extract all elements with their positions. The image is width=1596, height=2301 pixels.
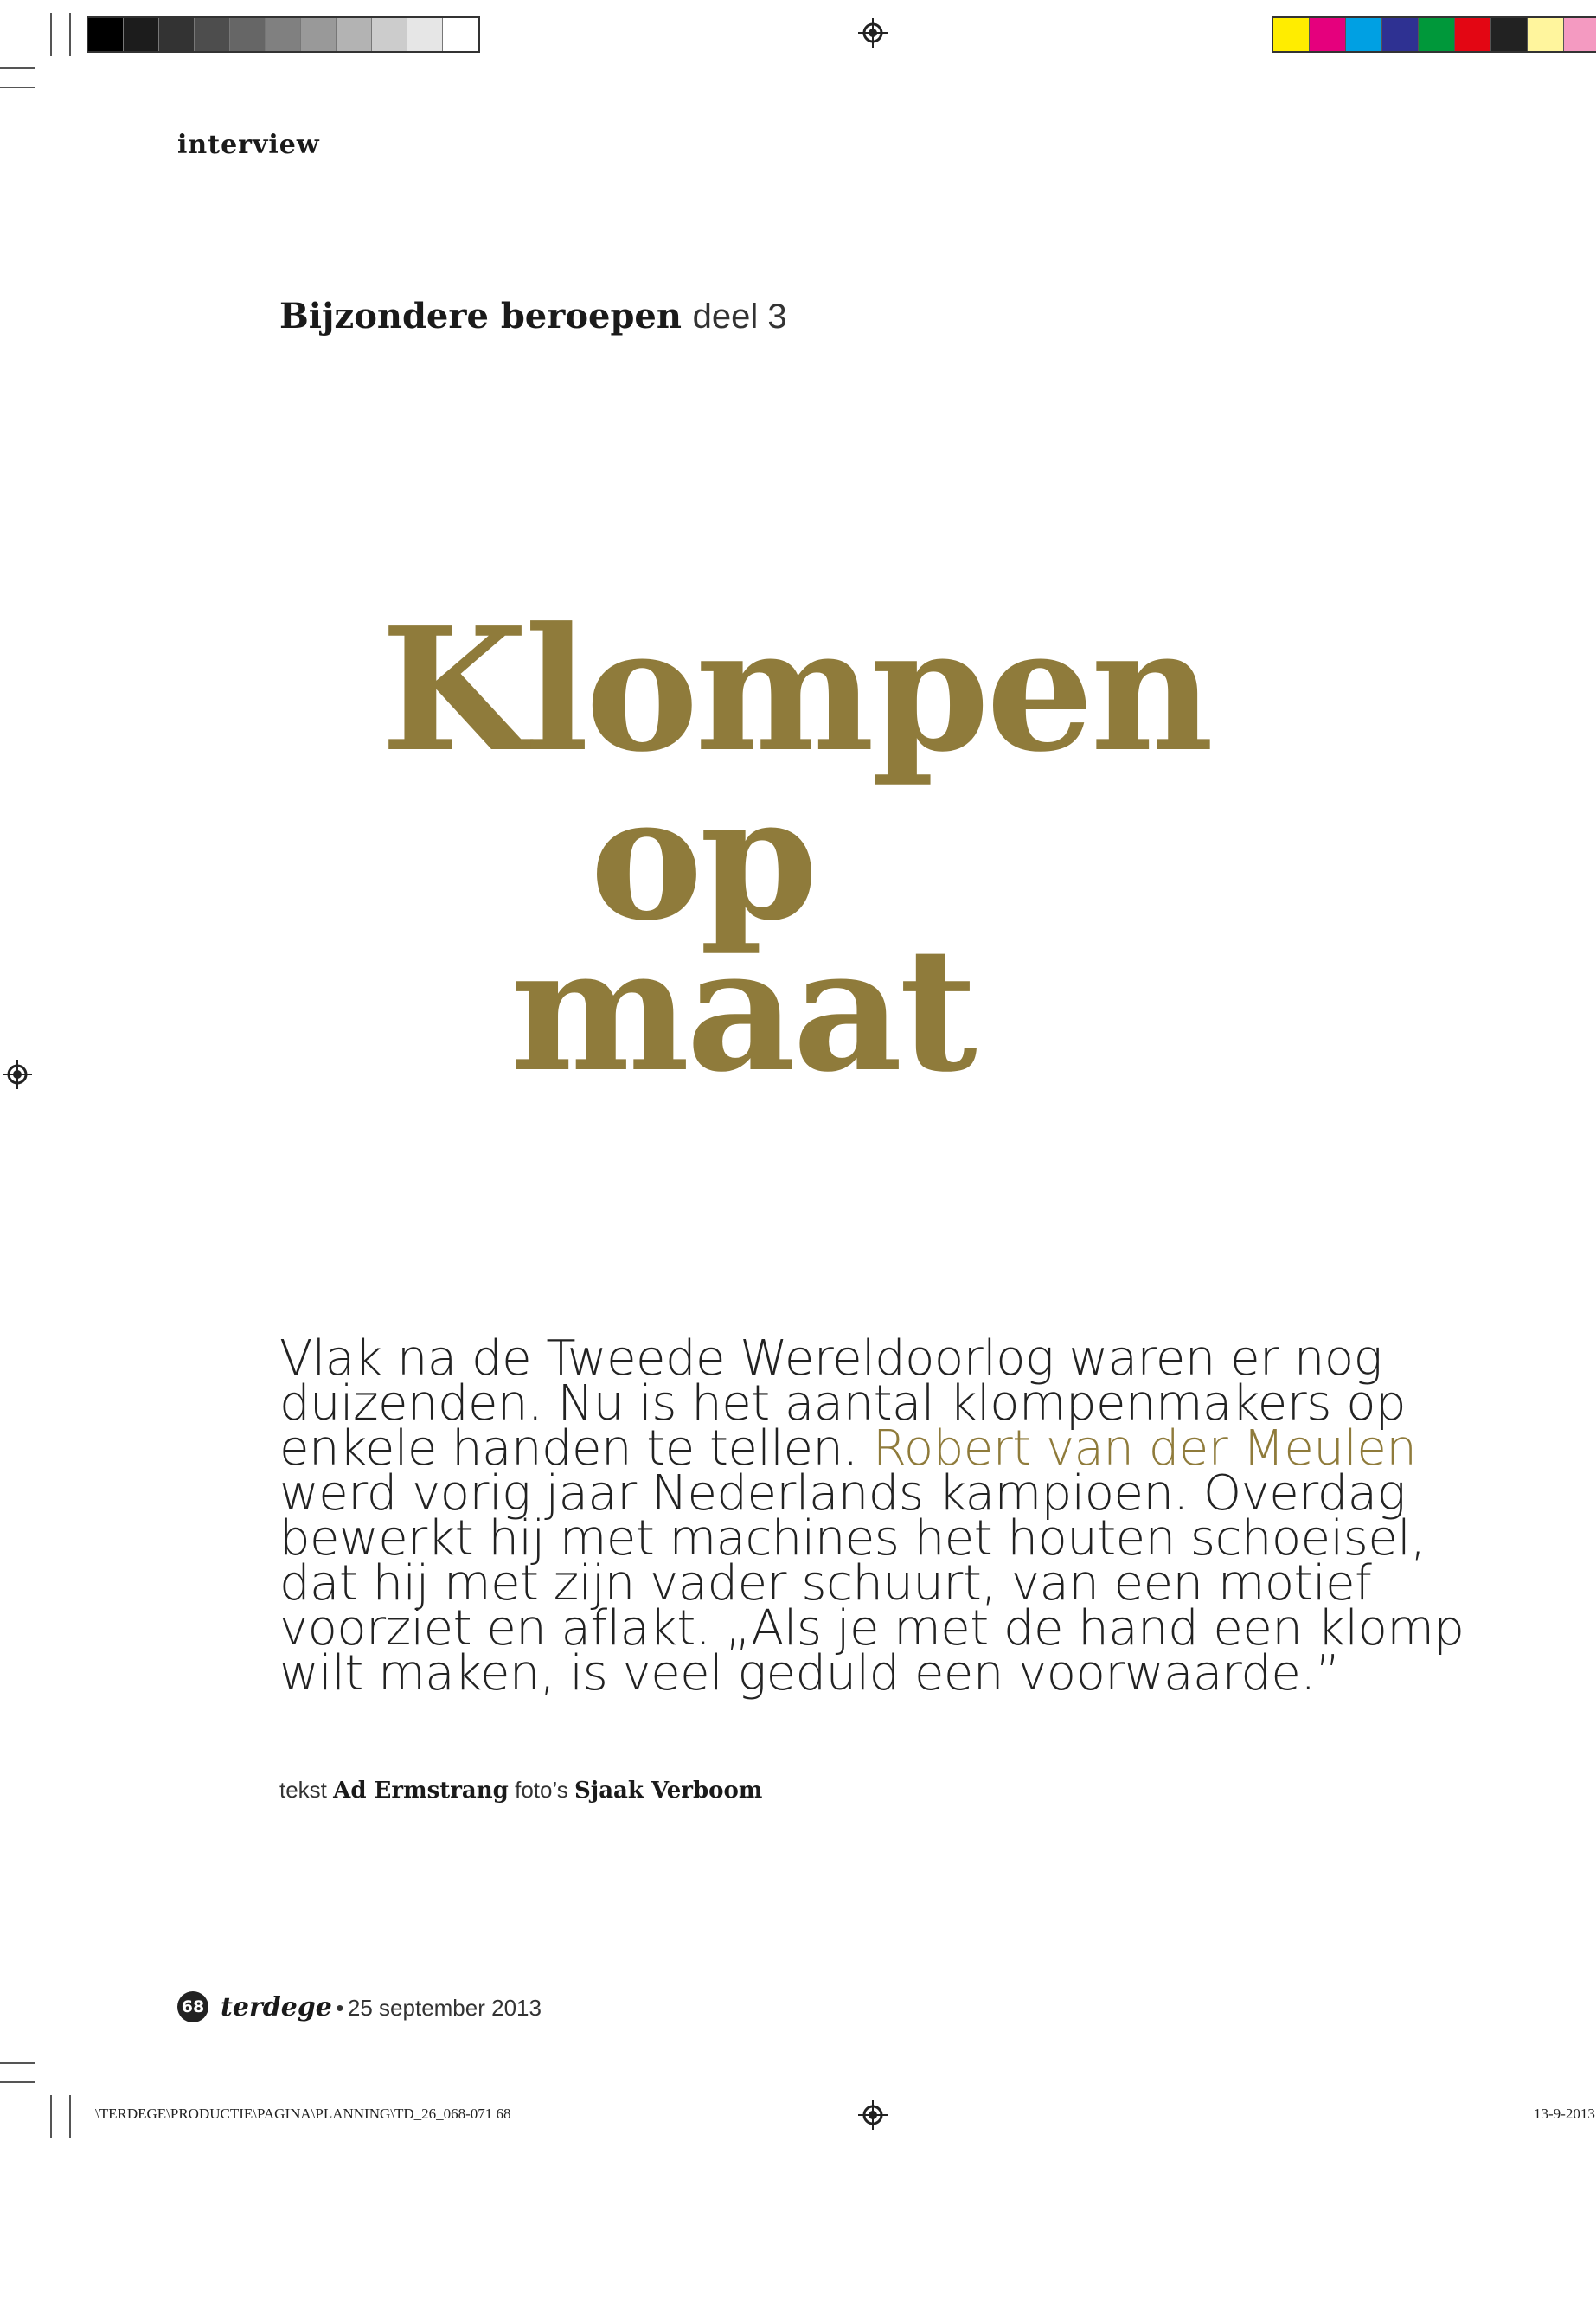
text-label: tekst	[279, 1777, 327, 1803]
highlighted-name: Robert van der Meulen	[873, 1420, 1417, 1477]
registration-mark-icon	[858, 2100, 888, 2130]
headline-line-3: maat	[510, 911, 974, 1110]
print-slug-path: \TERDEGE\PRODUCTIE\PAGINA\PLANNING\TD_26_068-071 68	[95, 2106, 511, 2122]
gray-swatch	[159, 18, 195, 51]
color-swatch	[1310, 18, 1346, 51]
gray-swatch	[372, 18, 407, 51]
series-name: Bijzondere beroepen	[279, 296, 682, 336]
color-swatch	[1419, 18, 1455, 51]
print-slug-date: 13-9-2013	[1534, 2106, 1595, 2122]
gray-swatch	[266, 18, 301, 51]
color-swatch	[1564, 18, 1596, 51]
color-calibration-bar	[1272, 16, 1596, 53]
gray-swatch	[124, 18, 159, 51]
series-heading	[279, 296, 787, 336]
gray-swatch	[301, 18, 337, 51]
headline-line-2: op	[590, 760, 815, 958]
registration-mark-icon	[858, 18, 888, 48]
color-swatch	[1382, 18, 1419, 51]
intro-paragraph	[279, 1330, 1490, 1702]
color-swatch	[1491, 18, 1528, 51]
gray-swatch	[407, 18, 443, 51]
gray-swatch	[195, 18, 230, 51]
crop-mark	[69, 13, 71, 56]
gray-swatch	[337, 18, 372, 51]
gray-swatch	[230, 18, 266, 51]
photo-label: foto’s	[515, 1777, 568, 1803]
crop-mark	[0, 67, 35, 69]
magazine-name	[221, 1992, 542, 2022]
color-swatch	[1455, 18, 1491, 51]
separator-dot: •	[336, 1994, 344, 2021]
crop-mark	[0, 87, 35, 88]
series-part: deel 3	[692, 298, 787, 336]
crop-mark	[50, 2095, 52, 2138]
crop-mark	[0, 2062, 35, 2064]
gray-swatch	[88, 18, 124, 51]
page-number-badge: 68	[177, 1991, 208, 2022]
grayscale-calibration-bar	[87, 16, 480, 53]
photographer-name: Sjaak Verboom	[574, 1778, 763, 1804]
color-swatch	[1273, 18, 1310, 51]
intro-text-end: werd vorig jaar Nederlands kampioen. Overdag bewerkt hij met machines het houten schoeisel, dat hij met zijn vader schuurt, van een motief voorziet en aflakt. „Als je met de hand een klomp wilt maken, is veel geduld een voorwaarde.”	[279, 1465, 1465, 1702]
intro-text-start: Vlak na de Tweede Wereldoorlog waren er nog duizenden. Nu is het aantal klompenmakers op enkele handen te tellen.	[279, 1330, 1407, 1477]
crop-mark	[69, 2095, 71, 2138]
crop-mark	[0, 2081, 35, 2083]
color-swatch	[1346, 18, 1382, 51]
registration-mark-icon	[3, 1060, 32, 1089]
page-footer	[177, 1991, 542, 2022]
gray-swatch	[443, 18, 478, 51]
color-swatch	[1528, 18, 1564, 51]
author-name: Ad Ermstrang	[333, 1778, 509, 1804]
crop-mark	[50, 13, 52, 56]
byline	[279, 1777, 762, 1804]
headline-line-1: Klompen	[381, 591, 1211, 790]
magazine-logo: terdege	[221, 1991, 332, 2022]
issue-date: 25 september 2013	[347, 1994, 542, 2021]
section-label: interview	[177, 130, 320, 160]
